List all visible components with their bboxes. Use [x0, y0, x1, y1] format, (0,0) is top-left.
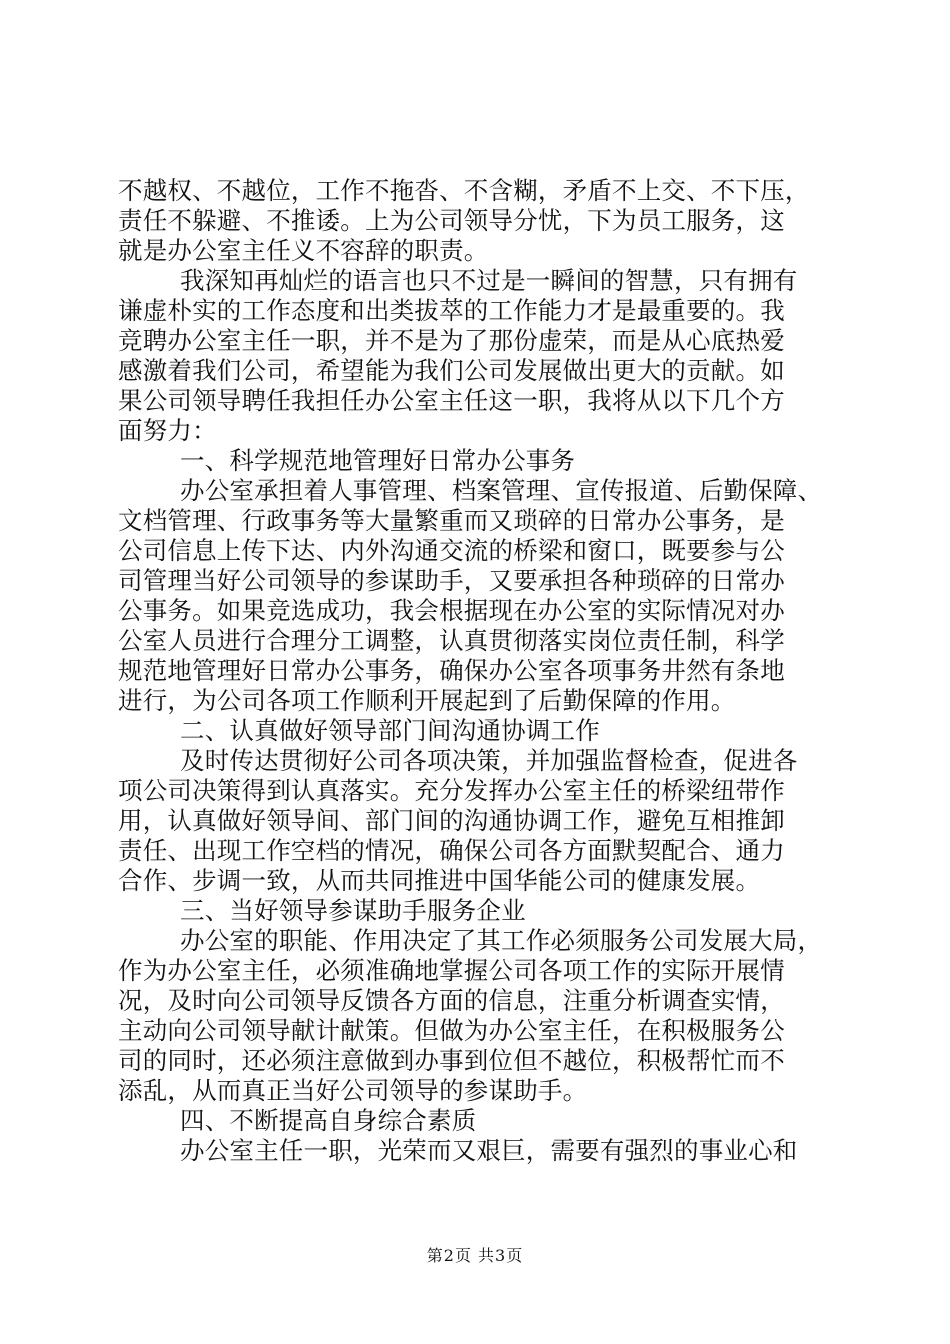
- text-line: 果公司领导聘任我担任办公室主任这一职，我将从以下几个方: [118, 386, 785, 415]
- text-line: 不越权、不越位，工作不拖沓、不含糊，矛盾不上交、不下压，: [118, 176, 810, 205]
- paragraph: [118, 1136, 833, 1166]
- text-line: 公司信息上传下达、内外沟通交流的桥梁和窗口，既要参与公: [118, 536, 785, 565]
- page-number-label: 第2页 共3页: [426, 1246, 524, 1265]
- text-line: 三、当好领导参谋助手服务企业: [180, 896, 526, 925]
- text-line: 二、认真做好领导部门间沟通协调工作: [180, 716, 600, 745]
- document-body: [118, 176, 833, 1166]
- text-line: 责任、出现工作空档的情况，确保公司各方面默契配合、通力: [118, 836, 785, 865]
- text-line: 办公室承担着人事管理、档案管理、宣传报道、后勤保障、: [180, 476, 823, 505]
- text-line: 谦虚朴实的工作态度和出类拔萃的工作能力才是最重要的。我: [118, 296, 785, 325]
- text-line: 公室人员进行合理分工调整，认真贯彻落实岗位责任制，科学: [118, 626, 785, 655]
- text-line: 及时传达贯彻好公司各项决策，并加强监督检查，促进各: [180, 746, 798, 775]
- text-line: 项公司决策得到认真落实。充分发挥办公室主任的桥梁纽带作: [118, 776, 785, 805]
- text-line: 办公室主任一职，光荣而又艰巨，需要有强烈的事业心和: [180, 1136, 798, 1165]
- text-line: 主动向公司领导献计献策。但做为办公室主任，在积极服务公: [118, 1016, 785, 1045]
- text-line: 四、不断提高自身综合素质: [180, 1106, 477, 1135]
- text-line: 文档管理、行政事务等大量繁重而又琐碎的日常办公事务，是: [118, 506, 785, 535]
- paragraph: [118, 926, 833, 1106]
- paragraph: [118, 746, 833, 896]
- text-line: 一、科学规范地管理好日常办公事务: [180, 446, 576, 475]
- paragraph: [118, 896, 833, 926]
- text-line: 合作、步调一致，从而共同推进中国华能公司的健康发展。: [118, 866, 761, 895]
- text-line: 竞聘办公室主任一职，并不是为了那份虚荣，而是从心底热爱: [118, 326, 785, 355]
- text-line: 责任不躲避、不推诿。上为公司领导分忧，下为员工服务，这: [118, 206, 785, 235]
- text-line: 况，及时向公司领导反馈各方面的信息，注重分析调查实情，: [118, 986, 785, 1015]
- paragraph: [118, 176, 833, 266]
- text-line: 公事务。如果竞选成功，我会根据现在办公室的实际情况对办: [118, 596, 785, 625]
- paragraph: [118, 476, 833, 716]
- text-line: 面努力：: [118, 416, 217, 445]
- text-line: 就是办公室主任义不容辞的职责。: [118, 236, 489, 265]
- paragraph: [118, 1106, 833, 1136]
- text-line: 用，认真做好领导间、部门间的沟通协调工作，避免互相推卸: [118, 806, 785, 835]
- text-line: 司管理当好公司领导的参谋助手，又要承担各种琐碎的日常办: [118, 566, 785, 595]
- paragraph: [118, 446, 833, 476]
- text-line: 添乱，从而真正当好公司领导的参谋助手。: [118, 1076, 588, 1105]
- text-line: 办公室的职能、作用决定了其工作必须服务公司发展大局，: [180, 926, 823, 955]
- text-line: 感激着我们公司，希望能为我们公司发展做出更大的贡献。如: [118, 356, 785, 385]
- page-footer: [0, 1246, 950, 1266]
- text-line: 规范地管理好日常办公事务，确保办公室各项事务井然有条地: [118, 656, 785, 685]
- paragraph: [118, 716, 833, 746]
- text-line: 司的同时，还必须注意做到办事到位但不越位，积极帮忙而不: [118, 1046, 785, 1075]
- text-line: 作为办公室主任，必须准确地掌握公司各项工作的实际开展情: [118, 956, 785, 985]
- text-line: 我深知再灿烂的语言也只不过是一瞬间的智慧，只有拥有: [180, 266, 798, 295]
- text-line: 进行，为公司各项工作顺利开展起到了后勤保障的作用。: [118, 686, 736, 715]
- paragraph: [118, 266, 833, 446]
